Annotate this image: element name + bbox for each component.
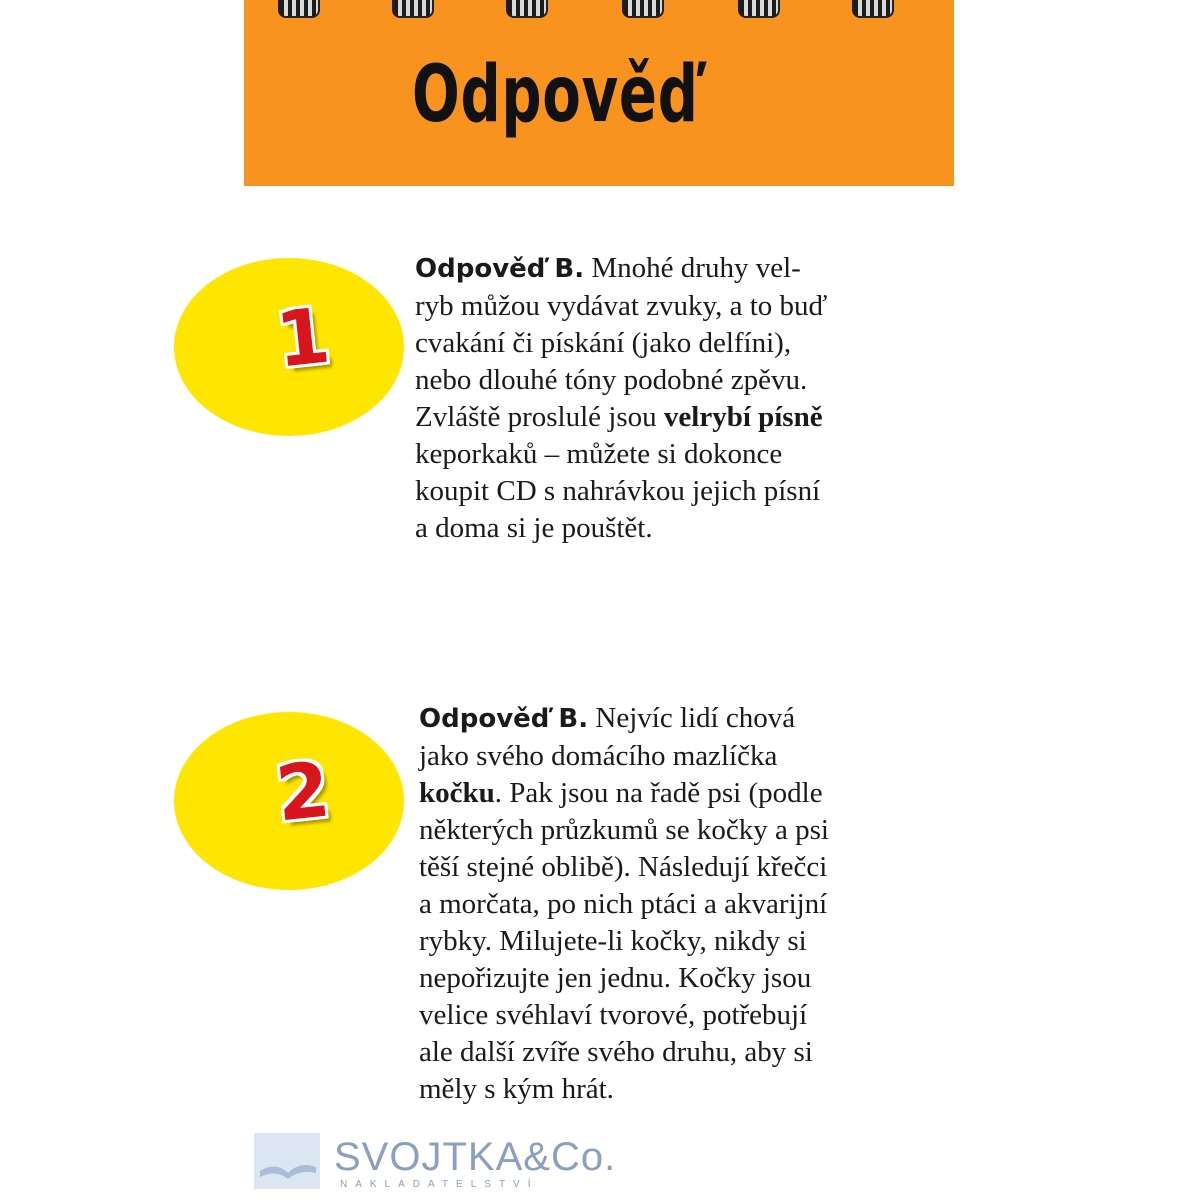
line-text: a doma si je pouštět. xyxy=(415,512,653,544)
text-line xyxy=(419,886,879,923)
line-text: nepořizujte jen jednu. Kočky jsou xyxy=(419,962,812,994)
spiral-binding xyxy=(244,0,954,22)
line-text: Zvláště proslulé jsou xyxy=(415,401,664,433)
text-line xyxy=(415,362,875,399)
answer-2-badge xyxy=(174,712,404,890)
binding-ring xyxy=(852,0,894,18)
line-text: těší stejné oblibě). Následují křečci xyxy=(419,851,828,883)
text-line xyxy=(419,923,879,960)
book-icon xyxy=(254,1133,320,1189)
line-text: keporkaků – můžete si dokonce xyxy=(415,438,783,470)
text-line xyxy=(419,1071,879,1108)
answer-1-number: 1 xyxy=(271,290,334,385)
text-line xyxy=(419,700,879,738)
text-line xyxy=(419,775,879,812)
page-title: Odpověď xyxy=(412,50,699,140)
line-text: cvakání či pískání (jako delfíni), xyxy=(415,327,792,359)
answer-lead: Odpověď B. xyxy=(415,254,585,284)
logo-subtitle: NAKLADATELSTVÍ xyxy=(340,1179,539,1190)
text-line xyxy=(419,849,879,886)
text-line xyxy=(419,997,879,1034)
publisher-logo xyxy=(254,1133,617,1193)
text-line xyxy=(419,738,879,775)
answer-2-text xyxy=(419,700,879,1108)
text-line xyxy=(415,325,875,362)
text-line xyxy=(419,960,879,997)
text-line xyxy=(415,288,875,325)
binding-ring xyxy=(506,0,548,18)
highlighted-term: kočku xyxy=(419,777,495,809)
line-text: . Pak jsou na řadě psi (podle xyxy=(494,777,823,809)
text-line xyxy=(415,399,875,436)
text-line xyxy=(419,1034,879,1071)
binding-ring xyxy=(392,0,434,18)
binding-ring xyxy=(278,0,320,18)
text-line xyxy=(415,436,875,473)
line-text: Mnohé druhy vel- xyxy=(584,252,801,284)
line-text: Nejvíc lidí chová xyxy=(588,702,796,734)
answer-lead: Odpověď B. xyxy=(419,704,589,734)
highlighted-term: velrybí písně xyxy=(663,401,823,433)
line-text: ale další zvíře svého druhu, aby si xyxy=(419,1036,813,1068)
line-text: velice svéhlaví tvorové, potřebují xyxy=(419,999,808,1031)
line-text: nebo dlouhé tóny podobné zpěvu. xyxy=(415,364,808,396)
text-line xyxy=(415,510,875,547)
logo-name: SVOJTKA&Co. xyxy=(334,1135,617,1179)
line-text: některých průzkumů se kočky a psi xyxy=(419,814,829,846)
line-text: a morčata, po nich ptáci a akvarijní xyxy=(419,888,828,920)
line-text: měly s kým hrát. xyxy=(419,1073,614,1105)
text-line xyxy=(415,473,875,510)
text-line xyxy=(419,812,879,849)
answer-2-number: 2 xyxy=(271,744,334,839)
line-text: rybky. Milujete-li kočky, nikdy si xyxy=(419,925,807,957)
text-line xyxy=(415,250,875,288)
answer-1-text xyxy=(415,250,875,547)
binding-ring xyxy=(738,0,780,18)
header-band xyxy=(244,0,954,186)
line-text: ryb můžou vydávat zvuky, a to buď xyxy=(415,290,828,322)
line-text: jako svého domácího mazlíčka xyxy=(419,740,778,772)
binding-ring xyxy=(622,0,664,18)
line-text: koupit CD s nahrávkou jejich písní xyxy=(415,475,821,507)
book-page xyxy=(244,0,954,1200)
answer-1-badge xyxy=(174,258,404,436)
